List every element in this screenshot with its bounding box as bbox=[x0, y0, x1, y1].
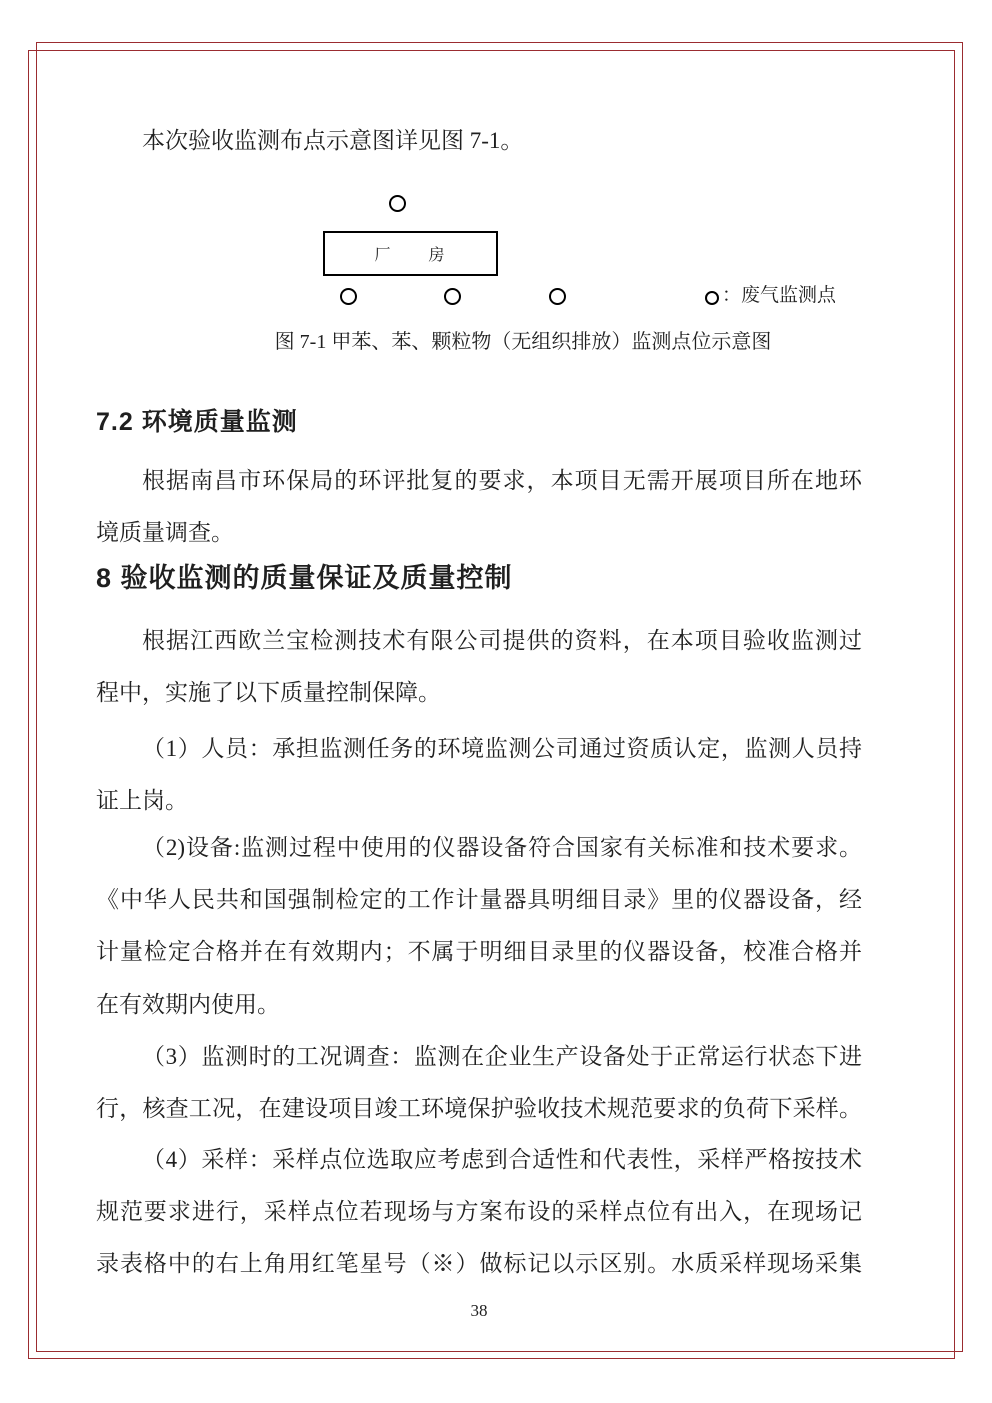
body-line: 根据江西欧兰宝检测技术有限公司提供的资料，在本项目验收监测过 bbox=[142, 628, 862, 653]
section-heading-8: 8 验收监测的质量保证及质量控制 bbox=[96, 563, 513, 593]
body-line: 证上岗。 bbox=[96, 788, 188, 813]
figure-caption: 图 7-1 甲苯、苯、颗粒物（无组织排放）监测点位示意图 bbox=[274, 331, 772, 353]
body-line: （3）监测时的工况调查：监测在企业生产设备处于正常运行状态下进 bbox=[142, 1044, 862, 1069]
body-line: 境质量调查。 bbox=[96, 520, 234, 545]
page-number: 38 bbox=[470, 1301, 488, 1320]
body-line: 在有效期内使用。 bbox=[96, 992, 280, 1017]
body-line: （2)设备:监测过程中使用的仪器设备符合国家有关标准和技术要求。 bbox=[142, 835, 862, 860]
body-line: 《中华人民共和国强制检定的工作计量器具明细目录》里的仪器设备，经 bbox=[96, 887, 862, 912]
body-line: 根据南昌市环保局的环评批复的要求，本项目无需开展项目所在地环 bbox=[142, 468, 862, 493]
body-line: （1）人员：承担监测任务的环境监测公司通过资质认定，监测人员持 bbox=[142, 736, 862, 761]
section-heading-7-2: 7.2 环境质量监测 bbox=[96, 408, 298, 436]
body-line: 程中，实施了以下质量控制保障。 bbox=[96, 680, 441, 705]
factory-building-label: 厂 房 bbox=[374, 247, 447, 264]
body-line: 规范要求进行，采样点位若现场与方案布设的采样点位有出入，在现场记 bbox=[96, 1199, 862, 1224]
body-line: 行，核查工况，在建设项目竣工环境保护验收技术规范要求的负荷下采样。 bbox=[96, 1096, 862, 1121]
body-line: 计量检定合格并在有效期内；不属于明细目录里的仪器设备，校准合格并 bbox=[96, 939, 862, 964]
body-line: 录表格中的右上角用红笔星号（※）做标记以示区别。水质采样现场采集 bbox=[96, 1251, 862, 1276]
body-line: （4）采样：采样点位选取应考虑到合适性和代表性，采样严格按技术 bbox=[142, 1147, 862, 1172]
legend-label: ：废气监测点 bbox=[722, 285, 837, 306]
intro-paragraph: 本次验收监测布点示意图详见图 7-1。 bbox=[142, 128, 524, 153]
